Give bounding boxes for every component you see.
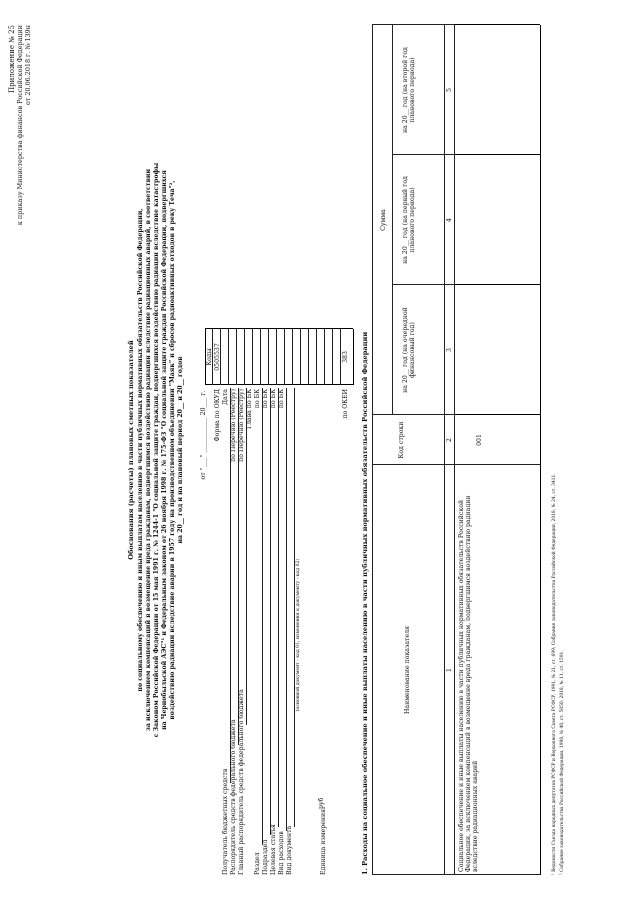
col-number-1: 1 [446, 668, 453, 672]
field-recipient: Получатель бюджетных средств [222, 768, 229, 875]
date-line: от "___" ___________ 20___ г. [199, 390, 207, 480]
col-number-2: 2 [446, 438, 453, 442]
field-section: Раздел [254, 852, 261, 875]
col-number-4: 4 [446, 218, 453, 222]
code-label-chapter: Глава по БК [246, 389, 253, 430]
field-doc-type: Вид документа [286, 825, 293, 875]
annex-line-3: от 20.06.2018 г. № 139н [24, 25, 32, 105]
code-label-okud: Форма по ОКУД [214, 389, 221, 442]
row-name: Социальное обеспечение и иные выплаты населению в части публичных нормативных обязательств Российской Федерации, за исключением компенсаций в возмещение вреда гражданам, подвергшимся воздействию радиации вследствие радиационных аварий [458, 495, 480, 872]
title-line-4: с Законом Российской Федерации от 15 мая 1991 г. № 1244-1 "О социальной защите граждан, подвергшихся воздействию радиации вследствие катастрофы [153, 162, 160, 738]
code-label-okei: по ОКЕИ [342, 389, 349, 419]
code-label-target: по БК [270, 389, 277, 409]
header-year-2: на 20__ год (на первый год планового периода) [402, 176, 417, 264]
doc-type-note: (основной документ - код 01; изменения к документу - код 02) [296, 558, 301, 712]
okud-value: 0505537 [214, 343, 221, 371]
title-line-5: на Чернобыльской АЭС"¹ и Федеральным законом от 26 ноября 1998 г. № 175-ФЗ "О социальной защите граждан Российской Федерации, подвергшихся [161, 170, 168, 730]
title-line-7: на 20__ год и на плановый период 20__ и 20__ годов [177, 356, 184, 544]
unit-label: Единица измерения: [320, 806, 327, 875]
annex-line-1: Приложение № 25 [8, 25, 16, 93]
header-year-3: на 20__ год (на второй год планового периода) [402, 47, 417, 133]
header-sum: Сумма [380, 209, 387, 231]
field-subsection: Подраздел [262, 839, 269, 875]
footnote-2: ² Собрание законодательства Российской Федерации, 1998, № 48, ст. 5850; 2018, № 11, ст. 1591. [560, 650, 565, 875]
okei-value: 383 [342, 351, 349, 363]
title-line-3: за исключением компенсаций в возмещение вреда гражданам, подвергшимся воздействию радиации вследствие радиационных аварий, в соответствии [145, 168, 152, 732]
header-year-1: на 20__ год (на очередной финансовый год) [402, 307, 417, 393]
unit-value: руб [318, 797, 325, 809]
col-number-3: 3 [446, 348, 453, 352]
footnote-1: ¹ Ведомости Съезда народных депутатов РСФСР и Верховного Совета РСФСР, 1991, № 21, ст. 699; Собрание законодательства Российской Федерации, 2018, № 24, ст. 3411. [552, 473, 557, 875]
col-number-5: 5 [446, 88, 453, 92]
code-label-subsection: по БК [262, 389, 269, 409]
section-1-title: 1. Расходы на социальное обеспечение и иные выплаты населению в части публичных нормативных обязательств Российской Федерации [361, 331, 369, 875]
field-expense-type: Вид расходов [278, 831, 285, 875]
title-line-2: по социальному обеспечению и иным выплатам населению в части публичных нормативных обязательств Российской Федерации, [137, 208, 144, 692]
title-line-1: Обоснования (расчеты) плановых сметных показателей [127, 340, 135, 560]
field-target-article: Целевая статья [270, 824, 277, 875]
code-label-expense: по БК [278, 389, 285, 409]
annex-line-2: к приказу Министерства финансов Российской Федерации [16, 25, 24, 226]
title-line-6: воздействию радиации вследствие аварии в 1957 году на производственном объединении "Маяк" и сбросов радиоактивных отходов в реку Теча"², [169, 180, 176, 720]
code-label-registry-1: по Перечню (Реестру) [230, 389, 237, 462]
header-code: Код строки [398, 421, 405, 459]
code-label-date: Дата [222, 389, 229, 405]
code-label-registry-2: по Перечню (Реестру) [238, 389, 245, 462]
field-chief-manager: Главный распорядитель средств федерального бюджета [238, 689, 245, 875]
code-label-section: по БК [254, 389, 261, 409]
header-name: Наименование показателя [404, 626, 411, 714]
row-code: 001 [476, 434, 483, 446]
codes-header: Коды [206, 348, 213, 366]
field-manager: Распорядитель средств федерального бюджета [230, 719, 237, 875]
